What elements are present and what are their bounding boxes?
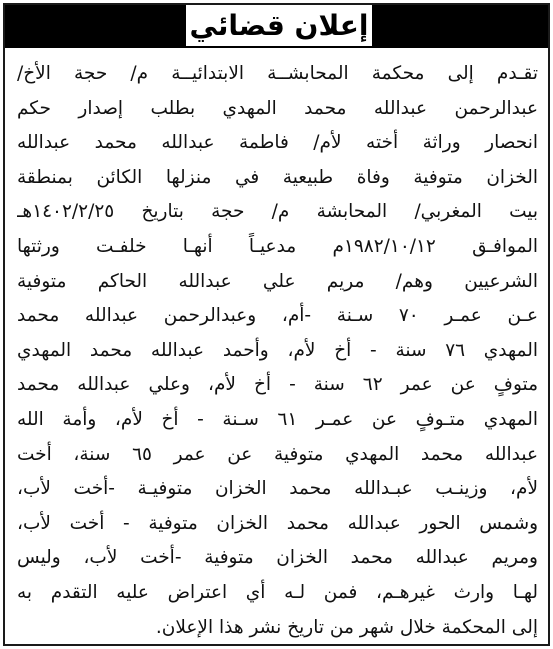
notice-line: الشرعيين وهم/ مريم علي عبدالله الحاكم متوفية xyxy=(17,270,538,292)
notice-line: وشمس الحور عبدالله محمد الخزان متوفية - أخت لأب، xyxy=(17,512,538,534)
notice-line: عبدالرحمن عبدالله محمد المهدي بطلب إصدار حكم xyxy=(17,97,538,119)
notice-line: تقـدم إلى محكمة المحابشــة الابتدائيــة م/ حجة الأخ/ xyxy=(17,63,538,84)
notice-title: إعلان قضائي xyxy=(189,8,369,42)
notice-line: ومريم عبدالله محمد الخزان متوفية -أخت لأب، وليس xyxy=(17,547,538,569)
notice-line: الخزان متوفية وفاة طبيعية في منزلها الكائن بمنطقة xyxy=(17,166,538,188)
notice-line: بيت المغربي/ المحابشة م/ حجة بتاريخ ١٤٠٢/٢/٢٥هـ xyxy=(17,201,538,223)
notice-line: عبدالله محمد المهدي متوفية عن عمر ٦٥ سنة، أخت xyxy=(17,443,538,465)
notice-body xyxy=(17,57,538,645)
notice-title-tab xyxy=(184,5,374,48)
notice-line: لهـا وارث غيرهـم، فمن لـه أي اعتراض عليه التقدم به xyxy=(17,581,538,603)
notice-line: متوفٍ عن عمر ٦٢ سنة - أخ لأم، وعلي عبدالله محمد xyxy=(17,374,538,396)
notice-header-bar xyxy=(5,5,548,48)
notice-line: لأم، وزينـب عبـدالله محمد الخزان متوفيـة -أخت لأب، xyxy=(17,478,538,500)
notice-line: المهدي ٧٦ سنة - أخ لأم، وأحمد عبدالله محمد المهدي xyxy=(17,339,538,361)
notice-line: إلى المحكمة خلال شهر من تاريخ نشر هذا الإعلان. xyxy=(155,616,538,638)
judicial-notice xyxy=(3,3,550,646)
notice-line: المهدي متـوفٍ عن عمـر ٦١ سـنة - أخ لأم، وأمة الله xyxy=(17,408,538,430)
notice-line: عـن عمـر ٧٠ سـنة -أم، وعبدالرحمن عبدالله محمد xyxy=(17,305,538,327)
notice-line: انحصار وراثة أخته لأم/ فاطمة عبدالله محمد عبدالله xyxy=(17,132,538,154)
notice-line: الموافـق ١٩٨٢/١٠/١٢م مدعيـاً أنهـا خلفـت ورثتها xyxy=(17,235,538,257)
